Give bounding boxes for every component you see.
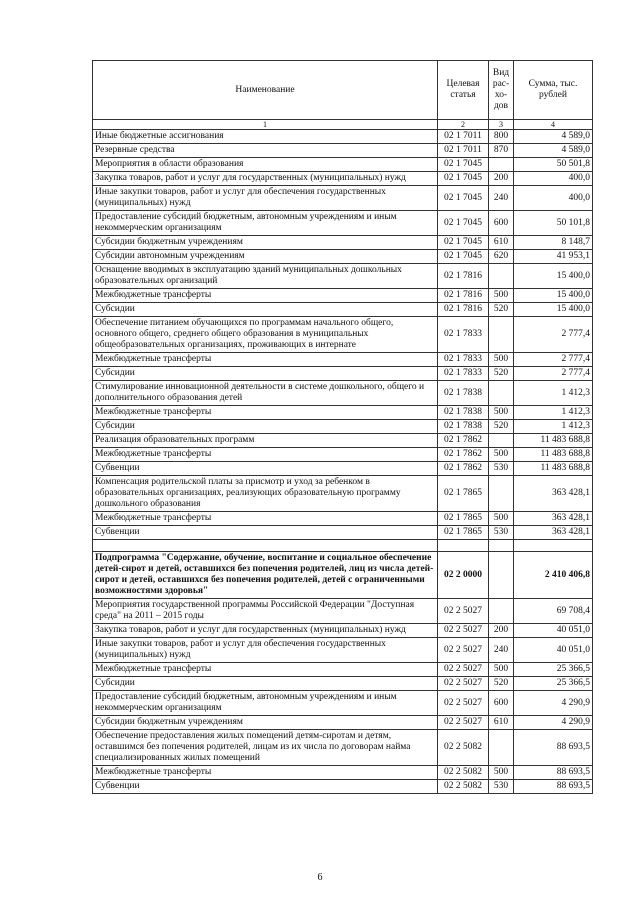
row-name-cell: Предоставление субсидий бюджетным, автономным учреждениям и иным некоммерческим организациям [93,691,438,716]
row-type-cell: 500 [489,766,514,780]
row-type-cell [489,599,514,624]
table-body [93,130,593,794]
row-name-cell: Межбюджетные трансферты [93,406,438,420]
row-sum-cell: 2 777,4 [514,353,593,367]
row-name-cell: Субсидии [93,303,438,317]
row-name-cell: Субсидии [93,420,438,434]
row-type-cell: 800 [489,130,514,144]
table-row [93,250,593,264]
row-name-cell: Иные бюджетные ассигнования [93,130,438,144]
row-code-cell: 02 1 7816 [438,264,489,289]
row-type-cell: 620 [489,250,514,264]
row-sum-cell: 363 428,1 [514,526,593,540]
row-sum-cell: 1 412,3 [514,406,593,420]
row-code-cell: 02 1 7045 [438,158,489,172]
header-expense-type: Вид рас- хо- дов [489,61,514,120]
row-name-cell: Субвенции [93,780,438,794]
row-code-cell: 02 1 7862 [438,448,489,462]
row-type-cell: 600 [489,691,514,716]
table-row [93,406,593,420]
table-row [93,236,593,250]
row-name-cell: Стимулирование инновационной деятельности в системе дошкольного, общего и дополнительного образования детей [93,381,438,406]
table-row [93,144,593,158]
row-sum-cell: 11 483 688,8 [514,434,593,448]
table-row [93,186,593,211]
row-type-cell [489,381,514,406]
row-sum-cell: 2 777,4 [514,367,593,381]
row-code-cell: 02 1 7865 [438,512,489,526]
row-type-cell: 870 [489,144,514,158]
row-type-cell: 520 [489,420,514,434]
row-type-cell: 520 [489,367,514,381]
row-type-cell: 520 [489,303,514,317]
row-name-cell: Межбюджетные трансферты [93,663,438,677]
row-type-cell: 610 [489,236,514,250]
column-number: 1 [93,120,438,130]
table-row [93,420,593,434]
row-code-cell: 02 2 5082 [438,766,489,780]
row-sum-cell: 11 483 688,8 [514,448,593,462]
table-row [93,512,593,526]
row-code-cell: 02 1 7838 [438,406,489,420]
row-sum-cell: 11 483 688,8 [514,462,593,476]
row-code-cell: 02 1 7865 [438,476,489,512]
row-name-cell: Обеспечение питанием обучающихся по программам начального общего, основного общего, среднего общего образования в муниципальных общеобразовательных организациях, проживающих в интернате [93,317,438,353]
table-row [93,130,593,144]
row-name-cell: Мероприятия государственной программы Российской Федерации "Доступная среда" на 2011 – 2015 годы [93,599,438,624]
row-name-cell: Субсидии [93,677,438,691]
row-sum-cell: 400,0 [514,186,593,211]
table-row [93,172,593,186]
row-code-cell: 02 2 5082 [438,780,489,794]
row-name-cell: Межбюджетные трансферты [93,512,438,526]
column-numbers-row [93,120,593,130]
column-number: 2 [438,120,489,130]
row-name-cell: Субвенции [93,526,438,540]
row-sum-cell: 8 148,7 [514,236,593,250]
row-name-cell: Иные закупки товаров, работ и услуг для обеспечения государственных (муниципальных) нужд [93,186,438,211]
row-type-cell: 500 [489,512,514,526]
table-row [93,158,593,172]
table-row [93,730,593,766]
row-name-cell: Межбюджетные трансферты [93,289,438,303]
row-name-cell: Подпрограмма "Содержание, обучение, воспитание и социальное обеспечение детей-сирот и детей, оставшихся без попечения родителей, лиц из числа детей-сирот и детей, оставшихся без попечения родителей, детей с ограниченными возможностями здоровья" [93,552,438,599]
row-code-cell: 02 1 7045 [438,172,489,186]
table-row [93,526,593,540]
row-name-cell: Субсидии бюджетным учреждениям [93,716,438,730]
row-code-cell [438,540,489,552]
row-sum-cell: 2 777,4 [514,317,593,353]
row-code-cell: 02 2 5082 [438,730,489,766]
row-sum-cell: 50 101,8 [514,211,593,236]
table-row [93,599,593,624]
row-code-cell: 02 2 5027 [438,599,489,624]
row-type-cell [489,476,514,512]
row-sum-cell: 400,0 [514,172,593,186]
table-row [93,434,593,448]
row-name-cell: Закупка товаров, работ и услуг для государственных (муниципальных) нужд [93,172,438,186]
row-code-cell: 02 1 7011 [438,144,489,158]
row-name-cell: Субвенции [93,462,438,476]
row-name-cell: Межбюджетные трансферты [93,766,438,780]
row-name-cell: Резервные средства [93,144,438,158]
row-type-cell [489,317,514,353]
table-row [93,663,593,677]
header-target: Целевая статья [438,61,489,120]
table-row [93,552,593,599]
row-sum-cell: 40 051,0 [514,638,593,663]
row-type-cell: 530 [489,462,514,476]
row-code-cell: 02 1 7833 [438,317,489,353]
row-type-cell [489,434,514,448]
row-code-cell: 02 1 7045 [438,211,489,236]
row-type-cell: 600 [489,211,514,236]
table-row [93,766,593,780]
column-number: 3 [489,120,514,130]
row-name-cell: Межбюджетные трансферты [93,448,438,462]
row-sum-cell: 4 589,0 [514,144,593,158]
row-sum-cell: 50 501,8 [514,158,593,172]
row-code-cell: 02 2 5027 [438,638,489,663]
row-sum-cell: 88 693,5 [514,730,593,766]
row-type-cell: 530 [489,780,514,794]
row-name-cell: Компенсация родительской платы за присмотр и уход за ребенком в образовательных организациях, реализующих образовательную программу дошкольного образования [93,476,438,512]
row-type-cell: 500 [489,353,514,367]
row-sum-cell: 1 412,3 [514,381,593,406]
row-sum-cell: 363 428,1 [514,476,593,512]
row-sum-cell: 40 051,0 [514,624,593,638]
budget-table [92,60,593,794]
row-type-cell [489,552,514,599]
row-name-cell: Мероприятия в области образования [93,158,438,172]
row-code-cell: 02 1 7838 [438,381,489,406]
row-code-cell: 02 1 7833 [438,353,489,367]
table-row [93,638,593,663]
table-row [93,462,593,476]
row-name-cell: Межбюджетные трансферты [93,353,438,367]
table-row [93,303,593,317]
row-type-cell [489,730,514,766]
row-name-cell: Предоставление субсидий бюджетным, автономным учреждениям и иным некоммерческим организациям [93,211,438,236]
row-name-cell: Субсидии автономным учреждениям [93,250,438,264]
row-code-cell: 02 1 7862 [438,434,489,448]
row-name-cell: Оснащение вводимых в эксплуатацию зданий муниципальных дошкольных образовательных организаций [93,264,438,289]
row-type-cell: 520 [489,677,514,691]
table-row [93,716,593,730]
row-name-cell: Реализация образовательных программ [93,434,438,448]
table-row [93,780,593,794]
table-row [93,289,593,303]
row-sum-cell [514,540,593,552]
row-name-cell: Закупка товаров, работ и услуг для государственных (муниципальных) нужд [93,624,438,638]
row-sum-cell: 15 400,0 [514,264,593,289]
page-number: 6 [317,872,323,883]
table-row [93,691,593,716]
row-type-cell: 200 [489,624,514,638]
row-code-cell: 02 2 5027 [438,663,489,677]
row-type-cell: 500 [489,289,514,303]
row-type-cell [489,540,514,552]
table-row [93,677,593,691]
row-code-cell: 02 1 7045 [438,186,489,211]
row-type-cell [489,158,514,172]
row-name-cell: Субсидии [93,367,438,381]
row-type-cell: 530 [489,526,514,540]
row-code-cell: 02 1 7865 [438,526,489,540]
row-code-cell: 02 1 7045 [438,250,489,264]
row-sum-cell: 69 708,4 [514,599,593,624]
row-sum-cell: 88 693,5 [514,780,593,794]
row-sum-cell: 25 366,5 [514,663,593,677]
row-code-cell: 02 2 5027 [438,716,489,730]
table-row [93,381,593,406]
row-type-cell: 200 [489,172,514,186]
row-sum-cell: 25 366,5 [514,677,593,691]
row-code-cell: 02 2 5027 [438,691,489,716]
table-row [93,264,593,289]
row-code-cell: 02 2 5027 [438,677,489,691]
row-type-cell: 500 [489,448,514,462]
row-name-cell [93,540,438,552]
table-row [93,211,593,236]
row-type-cell: 610 [489,716,514,730]
table-row [93,367,593,381]
spacer-row [93,540,593,552]
row-sum-cell: 4 589,0 [514,130,593,144]
row-type-cell: 240 [489,638,514,663]
row-sum-cell: 88 693,5 [514,766,593,780]
row-sum-cell: 41 953,1 [514,250,593,264]
header-name: Наименование [93,61,438,120]
row-name-cell: Субсидии бюджетным учреждениям [93,236,438,250]
row-sum-cell: 4 290,9 [514,691,593,716]
row-code-cell: 02 1 7838 [438,420,489,434]
row-type-cell: 500 [489,406,514,420]
table-row [93,353,593,367]
row-sum-cell: 363 428,1 [514,512,593,526]
header-amount: Сумма, тыс. рублей [514,61,593,120]
row-code-cell: 02 1 7816 [438,303,489,317]
table-row [93,317,593,353]
table-row [93,624,593,638]
row-code-cell: 02 2 5027 [438,624,489,638]
row-type-cell [489,264,514,289]
table-row [93,476,593,512]
row-code-cell: 02 1 7816 [438,289,489,303]
row-sum-cell: 15 400,0 [514,303,593,317]
column-number: 4 [514,120,593,130]
row-code-cell: 02 1 7045 [438,236,489,250]
row-type-cell: 500 [489,663,514,677]
row-type-cell: 240 [489,186,514,211]
row-sum-cell: 4 290,9 [514,716,593,730]
row-code-cell: 02 2 0000 [438,552,489,599]
row-sum-cell: 2 410 406,8 [514,552,593,599]
row-code-cell: 02 1 7011 [438,130,489,144]
row-sum-cell: 1 412,3 [514,420,593,434]
row-sum-cell: 15 400,0 [514,289,593,303]
row-name-cell: Обеспечение предоставления жилых помещений детям-сиротам и детям, оставшимся без попечения родителей, лицам из их числа по договорам найма специализированных жилых помещений [93,730,438,766]
row-code-cell: 02 1 7862 [438,462,489,476]
table-row [93,448,593,462]
row-name-cell: Иные закупки товаров, работ и услуг для обеспечения государственных (муниципальных) нужд [93,638,438,663]
row-code-cell: 02 1 7833 [438,367,489,381]
